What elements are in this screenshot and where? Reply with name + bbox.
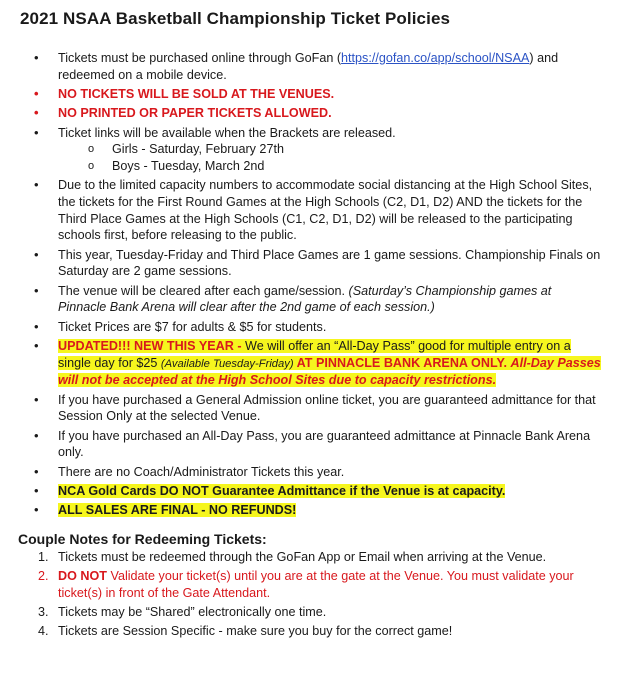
list-item: [20, 247, 602, 280]
sub-list-item: [58, 141, 602, 158]
note-emphasis: DO NOT: [58, 569, 107, 584]
sub-list-item: [58, 158, 602, 175]
restriction-note: All-Day Passes will not be accepted at the High School Sites due to capacity restrictions.: [58, 355, 601, 388]
bullet-icon: •: [34, 246, 39, 262]
bullet-icon: •: [34, 124, 39, 140]
bullet-icon: •: [34, 502, 39, 518]
note-item: [20, 549, 602, 566]
sub-item-text: Boys - Tuesday, March 2nd: [112, 159, 265, 173]
note-number: 1.: [38, 550, 49, 564]
notes-heading: Couple Notes for Redeeming Tickets:: [18, 531, 267, 547]
list-item: [20, 86, 602, 103]
item-text: We will offer an “All-Day Pass” good for multiple entry on a single day for $25: [58, 339, 571, 370]
item-text: Due to the limited capacity numbers to accommodate social distancing at the High School Sites, the tickets for the First Round Games at the High Schools (C2, D1, D2) AND the tickets for the Third Place Games at the High Schools (C1, C2, D1, D2) will be released to the participating schools first, before releasing to the public.: [58, 178, 593, 243]
notes-list: [20, 549, 602, 640]
bullet-icon: •: [34, 86, 39, 101]
item-text: ) and redeemed on a mobile device.: [58, 51, 559, 82]
item-text: NCA Gold Cards DO NOT Guarantee Admittance if the Venue is at capacity.: [58, 484, 506, 498]
item-text: There are no Coach/Administrator Tickets this year.: [58, 464, 345, 479]
list-item-highlighted: [20, 338, 602, 389]
note-text: Tickets may be “Shared” electronically one time.: [58, 604, 327, 619]
bullet-icon: •: [34, 338, 39, 353]
bullet-icon: •: [34, 177, 39, 193]
list-item: [20, 177, 602, 244]
item-text: The venue will be cleared after each game/session.: [58, 283, 349, 298]
list-item: [20, 428, 602, 461]
item-text: Ticket Prices are $7 for adults & $5 for students.: [58, 319, 327, 334]
item-text: If you have purchased an All-Day Pass, you are guaranteed admittance at Pinnacle Bank Arena only.: [58, 428, 591, 460]
note-item: [20, 568, 602, 601]
list-item: [20, 50, 602, 83]
list-item: [20, 319, 602, 336]
note-text: Tickets must be redeemed through the GoFan App or Email when arriving at the Venue.: [58, 550, 547, 564]
note-text: Validate your ticket(s) until you are at the gate at the Venue. You must validate your ticket(s) in front of the Gate Attendant.: [58, 569, 574, 600]
list-item-highlighted: [20, 483, 602, 500]
item-text: If you have purchased a General Admission online ticket, you are guaranteed admittance for that Session Only at the selected Venue.: [58, 392, 596, 424]
list-item: [20, 283, 602, 316]
circle-bullet-icon: o: [88, 143, 95, 156]
item-text: This year, Tuesday-Friday and Third Place Games are 1 game sessions. Championship Finals on Saturday are 2 game sessions.: [58, 247, 601, 279]
gofan-link[interactable]: https://gofan.co/app/school/NSAA: [341, 51, 530, 65]
item-text: ALL SALES ARE FINAL - NO REFUNDS!: [58, 503, 297, 518]
list-item: [20, 392, 602, 425]
release-dates-list: [58, 141, 602, 174]
note-item: [20, 604, 602, 621]
list-item-highlighted: [20, 502, 602, 519]
list-item: [20, 464, 602, 481]
bullet-icon: •: [34, 463, 39, 479]
note-number: 3.: [38, 604, 49, 619]
bullet-icon: •: [34, 427, 39, 443]
item-note: (Saturday’s Championship games at Pinnacle Bank Arena will clear after the 2nd game of each session.): [58, 283, 552, 315]
updated-label: UPDATED!!! NEW THIS YEAR -: [58, 339, 246, 353]
bullet-icon: •: [34, 105, 39, 121]
venue-note: AT PINNACLE BANK ARENA ONLY.: [293, 355, 507, 370]
bullet-icon: •: [34, 483, 39, 498]
page-title: 2021 NSAA Basketball Championship Ticket Policies: [20, 9, 451, 28]
bullet-icon: •: [34, 391, 39, 407]
circle-bullet-icon: o: [88, 160, 95, 172]
note-text: Tickets are Session Specific - make sure you buy for the correct game!: [58, 623, 453, 638]
list-item: [20, 125, 602, 175]
note-number: 2.: [38, 569, 49, 584]
availability-note: (Available Tuesday-Friday): [160, 357, 294, 370]
sub-item-text: Girls - Saturday, February 27th: [112, 142, 284, 157]
item-text: Ticket links will be available when the Brackets are released.: [58, 125, 396, 140]
item-text: NO PRINTED OR PAPER TICKETS ALLOWED.: [58, 106, 332, 121]
note-number: 4.: [38, 623, 49, 638]
bullet-icon: •: [34, 50, 39, 65]
list-item: [20, 105, 602, 122]
item-text: NO TICKETS WILL BE SOLD AT THE VENUES.: [58, 87, 335, 101]
item-text: Tickets must be purchased online through GoFan (: [58, 51, 342, 65]
bullet-icon: •: [34, 282, 39, 298]
bullet-icon: •: [34, 318, 39, 334]
policy-list: [20, 50, 602, 519]
note-item: [20, 623, 602, 640]
